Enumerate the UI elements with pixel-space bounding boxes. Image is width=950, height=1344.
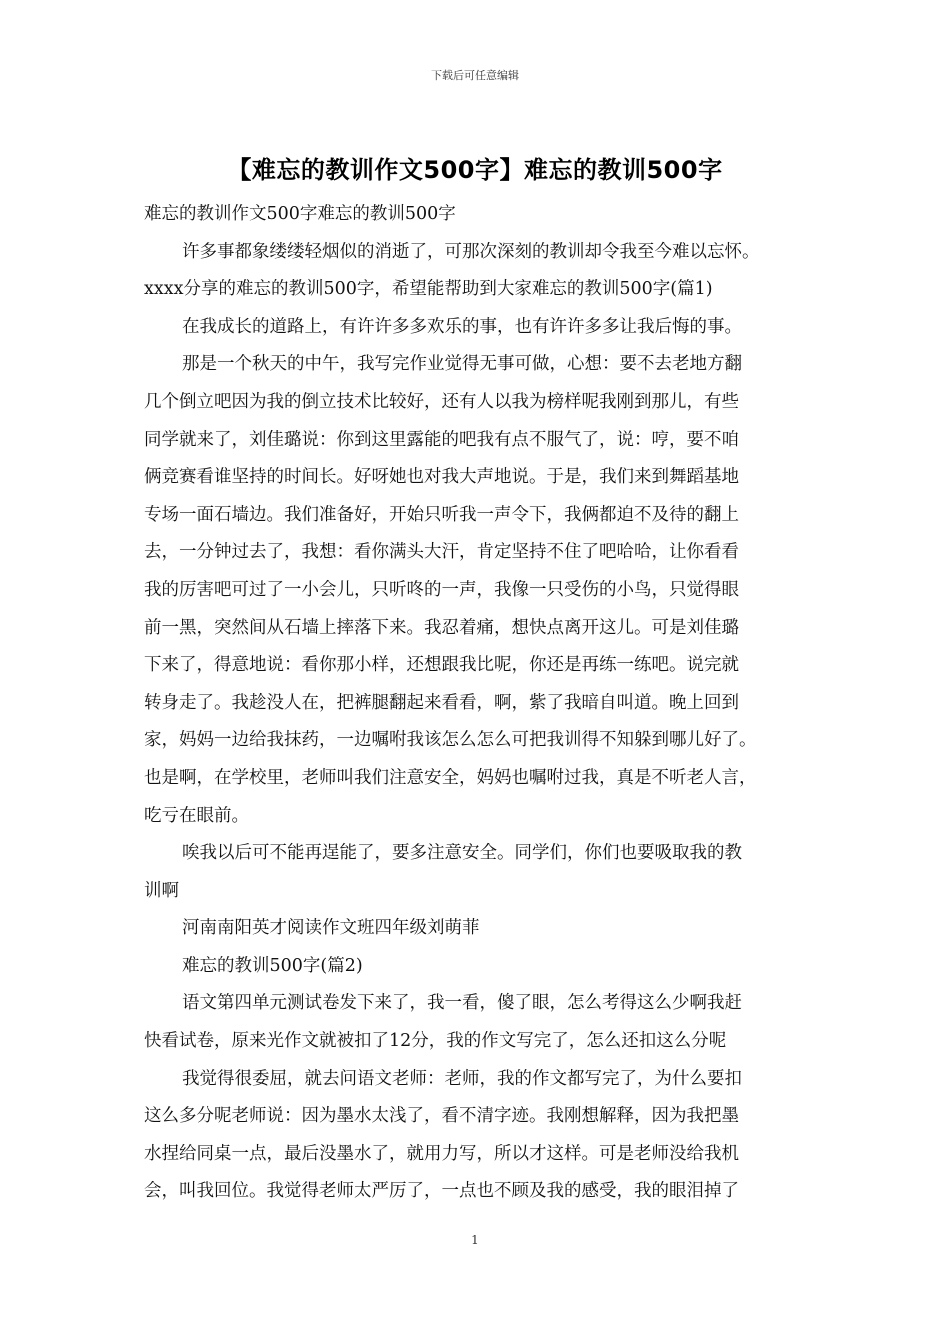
text-line: 我的厉害吧可过了一小会儿，只听咚的一声，我像一只受伤的小鸟，只觉得眼 <box>144 579 739 600</box>
text-line: 家，妈妈一边给我抹药，一边嘱咐我该怎么怎么可把我训得不知躲到哪儿好了。 <box>144 730 757 751</box>
text-line: 专场一面石墙边。我们准备好，开始只听我一声令下，我俩都迫不及待的翻上 <box>144 504 739 525</box>
document-body <box>144 196 824 1211</box>
text-line: 难忘的教训500字(篇2) <box>182 955 363 976</box>
text-line: 会，叫我回位。我觉得老师太严厉了，一点也不顾及我的感受，我的眼泪掉了 <box>144 1181 739 1202</box>
text-line: 在我成长的道路上，有许许多多欢乐的事，也有许许多多让我后悔的事。 <box>182 316 742 337</box>
text-line: 训啊 <box>144 880 179 901</box>
text-line: 转身走了。我趁没人在，把裤腿翻起来看看，啊，紫了我暗自叫道。晚上回到 <box>144 692 739 713</box>
header-note: 下载后可任意编辑 <box>431 69 519 82</box>
text-line: 同学就来了，刘佳璐说：你到这里露能的吧我有点不服气了，说：哼，要不咱 <box>144 429 739 450</box>
text-line: xxxx分享的难忘的教训500字，希望能帮助到大家难忘的教训500字(篇1) <box>144 279 713 300</box>
text-line: 我觉得很委屈，就去问语文老师：老师，我的作文都写完了，为什么要扣 <box>182 1068 742 1089</box>
text-line: 难忘的教训作文500字难忘的教训500字 <box>144 204 456 224</box>
text-line: 快看试卷，原来光作文就被扣了12分，我的作文写完了，怎么还扣这么分呢 <box>144 1031 727 1052</box>
text-line: 去，一分钟过去了，我想：看你满头大汗，肯定坚持不住了吧哈哈，让你看看 <box>144 542 739 563</box>
text-line: 吃亏在眼前。 <box>144 805 249 826</box>
text-line: 那是一个秋天的中午，我写完作业觉得无事可做，心想：要不去老地方翻 <box>182 354 742 375</box>
page-number: 1 <box>471 1233 479 1247</box>
text-line: 前一黑，突然间从石墙上摔落下来。我忍着痛，想快点离开这儿。可是刘佳璐 <box>144 617 739 638</box>
document-title: 【难忘的教训作文500字】难忘的教训500字 <box>227 156 723 184</box>
text-line: 语文第四单元测试卷发下来了，我一看，傻了眼，怎么考得这么少啊我赶 <box>182 993 742 1014</box>
text-line: 几个倒立吧因为我的倒立技术比较好，还有人以我为榜样呢我刚到那儿，有些 <box>144 391 739 412</box>
text-line: 唉我以后可不能再逞能了，要多注意安全。同学们，你们也要吸取我的教 <box>182 843 742 864</box>
text-line: 河南南阳英才阅读作文班四年级刘萌菲 <box>182 918 480 939</box>
text-line: 这么多分呢老师说：因为墨水太浅了，看不清字迹。我刚想解释，因为我把墨 <box>144 1106 739 1127</box>
text-line: 俩竞赛看谁坚持的时间长。好呀她也对我大声地说。于是，我们来到舞蹈基地 <box>144 467 739 488</box>
text-line: 水捏给同桌一点，最后没墨水了，就用力写，所以才这样。可是老师没给我机 <box>144 1143 739 1164</box>
text-line: 也是啊，在学校里，老师叫我们注意安全，妈妈也嘱咐过我，真是不听老人言， <box>144 767 757 788</box>
text-line: 许多事都象缕缕轻烟似的消逝了，可那次深刻的教训却令我至今难以忘怀。 <box>182 241 760 262</box>
text-line: 下来了，得意地说：看你那小样，还想跟我比呢，你还是再练一练吧。说完就 <box>144 655 739 676</box>
